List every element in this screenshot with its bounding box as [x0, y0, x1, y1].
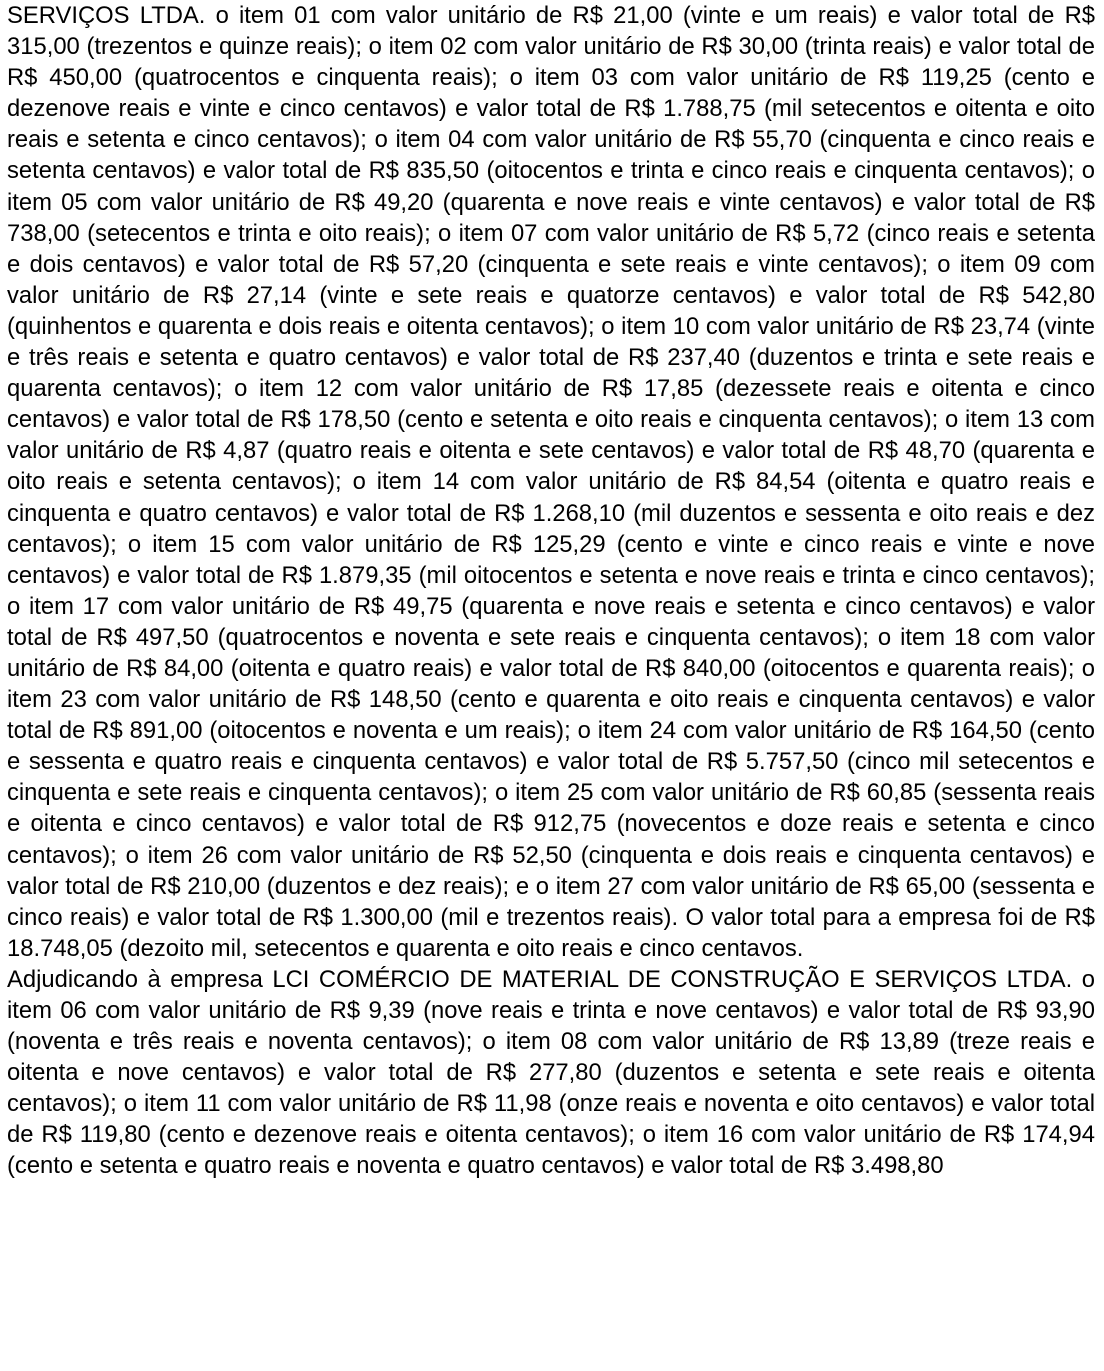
paragraph-items-first-company: SERVIÇOS LTDA. o item 01 com valor unitário de R$ 21,00 (vinte e um reais) e valor total de R$ 315,00 (trezentos e quinze reais); o item 02 com valor unitário de R$ 30,00 (trinta reais) e valor total de R$ 450,00 (quatrocentos e cinquenta reais); o item 03 com valor unitário de R$ 119,25 (cento e dezenove reais e vinte e cinco centavos) e valor total de R$ 1.788,75 (mil setecentos e oitenta e oito reais e setenta e cinco centavos); o item 04 com valor unitário de R$ 55,70 (cinquenta e cinco reais e setenta centavos) e valor total de R$ 835,50 (oitocentos e trinta e cinco reais e cinquenta centavos); o item 05 com valor unitário de R$ 49,20 (quarenta e nove reais e vinte centavos) e valor total de R$ 738,00 (setecentos e trinta e oito reais); o item 07 com valor unitário de R$ 5,72 (cinco reais e setenta e dois centavos) e valor total de R$ 57,20 (cinquenta e sete reais e vinte centavos); o item 09 com valor unitário de R$ 27,14 (vinte e sete reais e quatorze centavos) e valor total de R$ 542,80 (quinhentos e quarenta e dois reais e oitenta centavos); o item 10 com valor unitário de R$ 23,74 (vinte e três reais e setenta e quatro centavos) e valor total de R$ 237,40 (duzentos e trinta e sete reais e quarenta centavos); o item 12 com valor unitário de R$ 17,85 (dezessete reais e oitenta e cinco centavos) e valor total de R$ 178,50 (cento e setenta e oito reais e cinquenta centavos); o item 13 com valor unitário de R$ 4,87 (quatro reais e oitenta e sete centavos) e valor total de R$ 48,70 (quarenta e oito reais e setenta centavos); o item 14 com valor unitário de R$ 84,54 (oitenta e quatro reais e cinquenta e quatro centavos) e valor total de R$ 1.268,10 (mil duzentos e sessenta e oito reais e dez centavos); o item 15 com valor unitário de R$ 125,29 (cento e vinte e cinco reais e vinte e nove centavos) e valor total de R$ 1.879,35 (mil oitocentos e setenta e nove reais e trinta e cinco centavos); o item 17 com valor unitário de R$ 49,75 (quarenta e nove reais e setenta e cinco centavos) e valor total de R$ 497,50 (quatrocentos e noventa e sete reais e cinquenta centavos); o item 18 com valor unitário de R$ 84,00 (oitenta e quatro reais) e valor total de R$ 840,00 (oitocentos e quarenta reais); o item 23 com valor unitário de R$ 148,50 (cento e quarenta e oito reais e cinquenta centavos) e valor total de R$ 891,00 (oitocentos e noventa e um reais); o item 24 com valor unitário de R$ 164,50 (cento e sessenta e quatro reais e cinquenta centavos) e valor total de R$ 5.757,50 (cinco mil setecentos e cinquenta e sete reais e cinquenta centavos); o item 25 com valor unitário de R$ 60,85 (sessenta reais e oitenta e cinco centavos) e valor total de R$ 912,75 (novecentos e doze reais e setenta e cinco centavos); o item 26 com valor unitário de R$ 52,50 (cinquenta e dois reais e cinquenta centavos) e valor total de R$ 210,00 (duzentos e dez reais); e o item 27 com valor unitário de R$ 65,00 (sessenta e cinco reais) e valor total de R$ 1.300,00 (mil e trezentos reais). O valor total para a empresa foi de R$ 18.748,05 (dezoito mil, setecentos e quarenta e oito reais e cinco centavos. [7, 2, 1095, 962]
paragraph-adjudication-lci: Adjudicando à empresa LCI COMÉRCIO DE MATERIAL DE CONSTRUÇÃO E SERVIÇOS LTDA. o item 06 com valor unitário de R$ 9,39 (nove reais e trinta e nove centavos) e valor total de R$ 93,90 (noventa e três reais e noventa centavos); o item 08 com valor unitário de R$ 13,89 (treze reais e oitenta e nove centavos) e valor total de R$ 277,80 (duzentos e setenta e sete reais e oitenta centavos); o item 11 com valor unitário de R$ 11,98 (onze reais e noventa e oito centavos) e valor total de R$ 119,80 (cento e dezenove reais e oitenta centavos); o item 16 com valor unitário de R$ 174,94 (cento e setenta e quatro reais e noventa e quatro centavos) e valor total de R$ 3.498,80 [7, 965, 1095, 1180]
document-page [7, 0, 1095, 1371]
